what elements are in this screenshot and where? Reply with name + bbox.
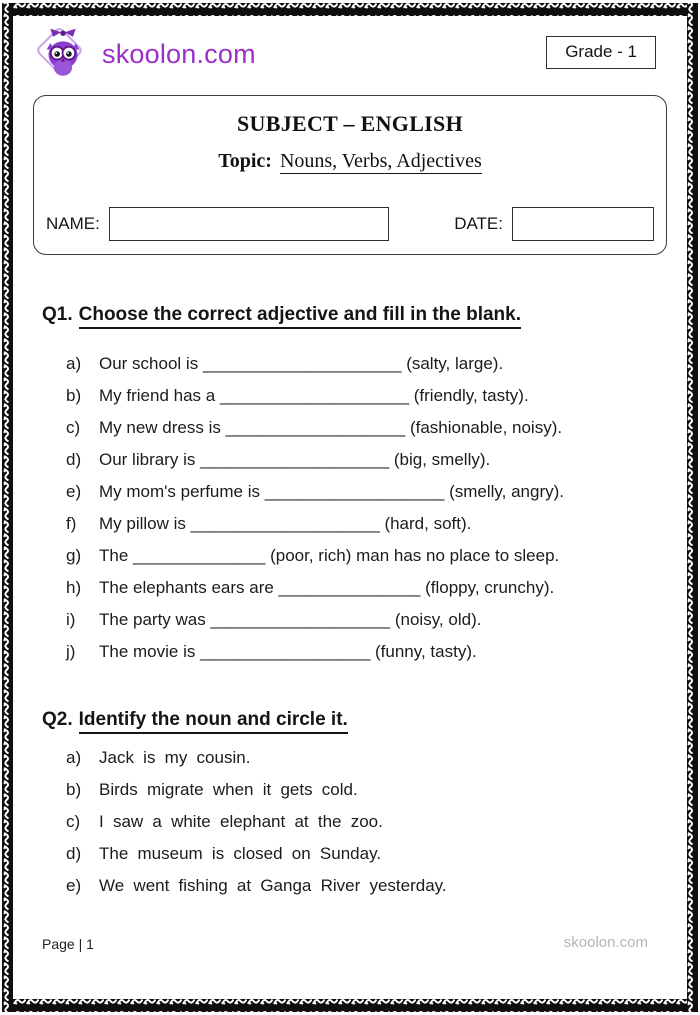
item-text: The ______________ (poor, rich) man has no place to sleep. [99, 546, 560, 565]
topic-line [34, 150, 666, 173]
q2-heading [42, 709, 348, 731]
item-letter: g) [66, 546, 82, 565]
q1-item [66, 514, 680, 546]
item-letter: i) [66, 610, 76, 629]
q2-title: Identify the noun and circle it. [79, 709, 348, 734]
footer-site-name: skoolon.com [563, 934, 648, 951]
item-letter: e) [66, 876, 82, 895]
topic-value: Nouns, Verbs, Adjectives [279, 150, 482, 172]
q2-item [66, 876, 680, 908]
item-text: My mom's perfume is ___________________ (smelly, angry). [99, 482, 565, 501]
q1-title: Choose the correct adjective and fill in the blank. [79, 304, 521, 329]
q2-item [66, 780, 680, 812]
q1-item [66, 418, 680, 450]
q2-number: Q2. [42, 709, 73, 730]
grade-badge: Grade - 1 [546, 36, 656, 69]
q1-number: Q1. [42, 304, 73, 325]
q2-item [66, 812, 680, 844]
item-text: Jack is my cousin. [99, 748, 251, 767]
item-letter: c) [66, 418, 81, 437]
name-input-box[interactable] [109, 207, 389, 241]
item-letter: a) [66, 354, 82, 373]
item-letter: f) [66, 514, 77, 533]
item-letter: d) [66, 450, 82, 469]
item-text: Birds migrate when it gets cold. [99, 780, 358, 799]
item-letter: b) [66, 386, 82, 405]
brand-name: skoolon.com [102, 38, 256, 69]
q1-heading [42, 304, 521, 326]
q1-item [66, 482, 680, 514]
item-text: My pillow is ____________________ (hard, soft). [99, 514, 472, 533]
q1-item [66, 354, 680, 386]
item-text: Our school is _____________________ (salty, large). [99, 354, 504, 373]
subject-title: SUBJECT – ENGLISH [237, 111, 463, 136]
item-text: Our library is ____________________ (big, smelly). [99, 450, 491, 469]
item-text: The movie is __________________ (funny, tasty). [99, 642, 477, 661]
item-letter: d) [66, 844, 82, 863]
topic-label: Topic: [218, 150, 272, 172]
name-date-row [46, 207, 654, 241]
item-text: I saw a white elephant at the zoo. [99, 812, 383, 831]
q1-item [66, 386, 680, 418]
item-text: The party was ___________________ (noisy, old). [99, 610, 482, 629]
item-letter: h) [66, 578, 82, 597]
date-input-box[interactable] [512, 207, 654, 241]
item-text: My friend has a ____________________ (friendly, tasty). [99, 386, 529, 405]
item-letter: e) [66, 482, 82, 501]
item-text: We went fishing at Ganga River yesterday. [99, 876, 447, 895]
item-letter: a) [66, 748, 82, 767]
item-letter: c) [66, 812, 81, 831]
brand-header [34, 24, 256, 84]
item-letter: b) [66, 780, 82, 799]
page-number: Page | 1 [42, 936, 94, 952]
worksheet-header-card [33, 95, 667, 255]
item-letter: j) [66, 642, 76, 661]
q2-item [66, 748, 680, 780]
q1-item [66, 578, 680, 610]
item-text: My new dress is ___________________ (fashionable, noisy). [99, 418, 563, 437]
item-text: The museum is closed on Sunday. [99, 844, 382, 863]
q1-items-list [66, 354, 680, 674]
q1-item [66, 546, 680, 578]
q1-item [66, 450, 680, 482]
q2-item [66, 844, 680, 876]
name-label: NAME: [46, 214, 100, 233]
q2-items-list [66, 748, 680, 908]
skoolon-owl-logo-icon [34, 24, 92, 84]
q1-item [66, 642, 680, 674]
date-label: DATE: [454, 214, 503, 233]
q1-item [66, 610, 680, 642]
item-text: The elephants ears are _______________ (floppy, crunchy). [99, 578, 555, 597]
